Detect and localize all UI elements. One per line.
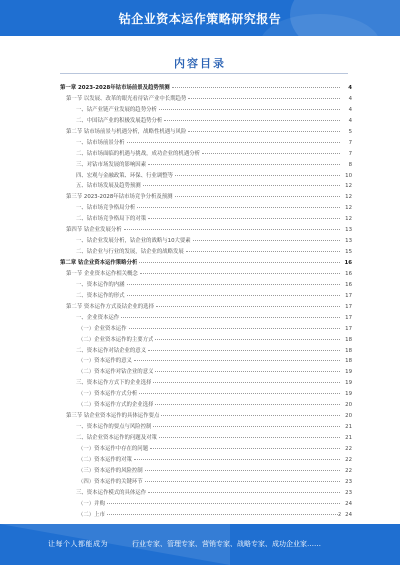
- toc-entry-title: （四）资本运作的关键环节: [78, 478, 143, 485]
- toc-entry-title: （一）资本运作方式分析: [78, 391, 138, 398]
- toc-entry-page: 23: [345, 489, 352, 496]
- dot-leader: [156, 306, 340, 307]
- toc-entry-title: 二、钴企业资本运作的问题及对策: [76, 435, 157, 441]
- dot-leader: [161, 415, 340, 416]
- toc-entry-title: 五、钴市场发展及趋势预测: [76, 183, 141, 190]
- report-footer: [0, 524, 400, 565]
- dot-leader: [159, 437, 340, 438]
- toc-entry[interactable]: [60, 236, 352, 247]
- divider: [60, 73, 348, 74]
- toc-entry-title: 第四节 钴企业发展分析: [66, 227, 122, 234]
- toc-entry[interactable]: [60, 160, 352, 171]
- toc-entry[interactable]: [60, 313, 352, 324]
- toc-entry-page: 7: [348, 139, 352, 146]
- toc-entry-title: 一、资本运作的要点与风险控制: [76, 424, 152, 431]
- toc-entry-page: 10: [345, 172, 352, 179]
- toc-heading: 内容目录: [174, 57, 226, 70]
- toc-entry-page: 18: [345, 347, 352, 354]
- dot-leader: [137, 207, 340, 208]
- toc-entry[interactable]: [60, 367, 352, 378]
- toc-entry-page: 5: [348, 128, 352, 135]
- toc-entry[interactable]: [60, 455, 352, 466]
- dot-leader: [172, 87, 340, 88]
- toc-entry-page: 20: [345, 402, 352, 409]
- toc-entry-title: 二、钴企业与行业的发展，钴企业的战略发展: [76, 249, 184, 256]
- toc-entry-title: （一）并购: [78, 500, 105, 507]
- toc-entry[interactable]: [60, 280, 352, 291]
- toc-entry-title: 三、资本运作方式下的企业选择: [76, 380, 152, 387]
- toc-entry-page: 23: [345, 478, 352, 485]
- toc-entry[interactable]: [60, 477, 352, 488]
- dot-leader: [148, 492, 340, 493]
- dot-leader: [155, 339, 340, 340]
- toc-entry[interactable]: [60, 203, 352, 214]
- toc-entry-page: 21: [345, 435, 352, 441]
- toc-entry[interactable]: [60, 258, 352, 269]
- toc-entry-title: （一）企业资本运作: [78, 325, 127, 332]
- toc-entry-title: 二、钴市场面临的机遇与挑战，成功企业的机遇分析: [76, 150, 200, 157]
- dot-leader: [127, 295, 340, 296]
- toc-entry-title: （二）资本运作对钴企业的意义: [78, 369, 154, 376]
- toc-entry-title: 第三节 钴企业资本运作的具体运作要点: [66, 413, 160, 420]
- toc-entry-title: 一、钴产业链产业发展的趋势分析: [76, 106, 157, 113]
- dot-leader: [139, 393, 340, 394]
- toc-entry[interactable]: [60, 171, 352, 182]
- toc-entry-title: （二）企业资本运作的主要方式: [78, 336, 154, 343]
- toc-entry-title: 第二节 资本运作方式及钴企业的选择: [66, 303, 154, 310]
- toc-entry[interactable]: [60, 225, 352, 236]
- dot-leader: [155, 371, 340, 372]
- toc-entry-title: 一、资本运作的内涵: [76, 281, 125, 288]
- toc-entry-title: （二）上市: [78, 511, 105, 518]
- dot-leader: [188, 131, 340, 132]
- dot-leader: [139, 262, 340, 263]
- dot-leader: [159, 109, 340, 110]
- toc-entry-title: 第二节 钴市场前景与机遇分析，战略性机遇与风险: [66, 128, 187, 135]
- footer-slogan: 让每个人都能成为: [48, 540, 108, 548]
- toc-entry[interactable]: [60, 411, 352, 422]
- page-number: 2: [338, 512, 342, 518]
- toc-entry[interactable]: [60, 488, 352, 499]
- toc-entry-title: 三、对钴市场发展的影响因素: [76, 161, 147, 168]
- toc-entry[interactable]: [60, 181, 352, 192]
- toc-entry[interactable]: [60, 433, 352, 444]
- toc-entry-page: 8: [348, 161, 352, 168]
- toc-entry[interactable]: [60, 422, 352, 433]
- dot-leader: [153, 426, 340, 427]
- toc-entry-page: 15: [345, 249, 352, 256]
- report-header: [0, 0, 400, 36]
- toc-entry-title: 二、中国钴产业的积极发展趋势分析: [76, 117, 163, 124]
- toc-entry[interactable]: [60, 346, 352, 357]
- toc-entry-title: 四、宏观与金融政策、环保、行业调整等: [76, 172, 174, 179]
- dot-leader: [124, 229, 340, 230]
- toc-entry-page: 13: [345, 227, 352, 234]
- toc-entry[interactable]: [60, 356, 352, 367]
- dot-leader: [193, 240, 340, 241]
- dot-leader: [129, 328, 340, 329]
- dot-leader: [164, 120, 340, 121]
- toc-entry-title: 二、钴市场竞争格局下的对策: [76, 216, 147, 223]
- toc-entry[interactable]: [60, 466, 352, 477]
- toc-entry-page: 22: [345, 456, 352, 463]
- table-of-contents: [60, 83, 352, 521]
- toc-entry-page: 17: [345, 292, 352, 299]
- toc-entry-title: 一、钴企业发展分析，钴企业的战略与10大要素: [76, 238, 191, 245]
- toc-entry[interactable]: [60, 127, 352, 138]
- toc-entry[interactable]: [60, 302, 352, 313]
- toc-entry[interactable]: [60, 510, 352, 521]
- toc-entry-page: 12: [345, 216, 352, 223]
- toc-entry-page: 22: [345, 445, 352, 452]
- toc-entry-page: 21: [345, 424, 352, 431]
- toc-entry[interactable]: [60, 94, 352, 105]
- toc-entry-title: （一）资本运作的意义: [78, 358, 132, 365]
- toc-entry-title: 一、钴市场竞争格局分析: [76, 205, 136, 212]
- toc-entry[interactable]: [60, 335, 352, 346]
- toc-entry-page: 16: [345, 270, 352, 277]
- toc-entry-page: 13: [345, 238, 352, 245]
- toc-entry-page: 16: [345, 281, 352, 288]
- toc-entry[interactable]: [60, 378, 352, 389]
- toc-entry-page: 4: [348, 95, 352, 102]
- dot-leader: [186, 251, 340, 252]
- dot-leader: [155, 404, 340, 405]
- toc-entry-page: 19: [345, 380, 352, 387]
- dot-leader: [153, 382, 340, 383]
- toc-entry-page: 17: [345, 325, 352, 332]
- dot-leader: [127, 142, 340, 143]
- toc-entry-page: 19: [345, 391, 352, 398]
- dot-leader: [143, 185, 340, 186]
- toc-entry-page: 7: [348, 150, 352, 157]
- dot-leader: [134, 459, 340, 460]
- toc-entry[interactable]: [60, 247, 352, 258]
- toc-entry-page: 22: [345, 467, 352, 474]
- toc-entry-page: 12: [345, 183, 352, 190]
- toc-entry-page: 24: [345, 500, 352, 507]
- toc-entry[interactable]: [60, 389, 352, 400]
- toc-entry-title: 一、钴市场前景分析: [76, 139, 125, 146]
- toc-entry-page: 19: [345, 369, 352, 376]
- dot-leader: [121, 317, 340, 318]
- dot-leader: [150, 448, 340, 449]
- footer-roles: 行业专家、管理专家、营销专家、战略专家、成功企业家……: [132, 540, 321, 548]
- toc-entry-page: 18: [345, 358, 352, 365]
- dot-leader: [127, 284, 340, 285]
- toc-entry-title: 一、企业资本运作: [76, 314, 120, 321]
- toc-entry-title: （三）资本运作的风险控制: [78, 467, 143, 474]
- toc-entry-title: 第一章 2023-2028年钴市场前景及趋势预测: [60, 85, 170, 91]
- dot-leader: [140, 273, 340, 274]
- dot-leader: [145, 481, 340, 482]
- toc-entry-title: 二、资本运作的形式: [76, 292, 125, 299]
- dot-leader: [202, 153, 340, 154]
- toc-entry-page: 12: [345, 194, 352, 201]
- toc-entry[interactable]: [60, 83, 352, 94]
- toc-entry[interactable]: [60, 149, 352, 160]
- toc-entry-page: 4: [348, 85, 352, 91]
- toc-entry[interactable]: [60, 444, 352, 455]
- toc-entry-page: 20: [345, 413, 352, 420]
- toc-entry[interactable]: [60, 138, 352, 149]
- toc-entry-title: 第三节 2023-2028年钴市场竞争分析及预测: [66, 194, 173, 201]
- toc-entry[interactable]: [60, 400, 352, 411]
- toc-entry[interactable]: [60, 291, 352, 302]
- toc-entry-page: 12: [345, 205, 352, 212]
- toc-entry-page: 24: [345, 511, 352, 518]
- toc-entry-title: 第一节 企业资本运作相关概念: [66, 270, 138, 277]
- toc-entry[interactable]: [60, 269, 352, 280]
- toc-entry-page: 17: [345, 303, 352, 310]
- toc-entry[interactable]: [60, 105, 352, 116]
- toc-entry-page: 17: [345, 314, 352, 321]
- toc-entry[interactable]: [60, 499, 352, 510]
- report-title: 钴企业资本运作策略研究报告: [118, 12, 282, 26]
- toc-entry-page: 16: [344, 260, 352, 266]
- toc-entry-title: （二）资本运作方式的企业选择: [78, 402, 154, 409]
- toc-entry-page: 18: [345, 336, 352, 343]
- toc-entry-title: （一）资本运作中存在的问题: [78, 445, 149, 452]
- toc-entry-page: 4: [348, 106, 352, 113]
- toc-entry-title: 二、资本运作对钴企业的意义: [76, 347, 147, 354]
- toc-entry-title: （二）资本运作的对策: [78, 456, 132, 463]
- toc-entry-title: 三、资本运作模式的具体运作: [76, 489, 147, 496]
- dot-leader: [134, 360, 340, 361]
- dot-leader: [188, 98, 340, 99]
- dot-leader: [148, 218, 340, 219]
- dot-leader: [175, 196, 340, 197]
- dot-leader: [148, 350, 340, 351]
- toc-entry-title: 第二章 钴企业资本运作策略分析: [60, 260, 138, 266]
- toc-entry[interactable]: [60, 324, 352, 335]
- dot-leader: [107, 514, 340, 515]
- dot-leader: [145, 470, 340, 471]
- toc-entry[interactable]: [60, 116, 352, 127]
- toc-entry-title: 第一节 以发展、改革的眼光看待钴产业中长期趋势: [66, 95, 187, 102]
- dot-leader: [107, 503, 340, 504]
- dot-leader: [148, 164, 340, 165]
- dot-leader: [175, 175, 340, 176]
- toc-entry[interactable]: [60, 192, 352, 203]
- toc-entry[interactable]: [60, 214, 352, 225]
- toc-entry-page: 4: [348, 117, 352, 124]
